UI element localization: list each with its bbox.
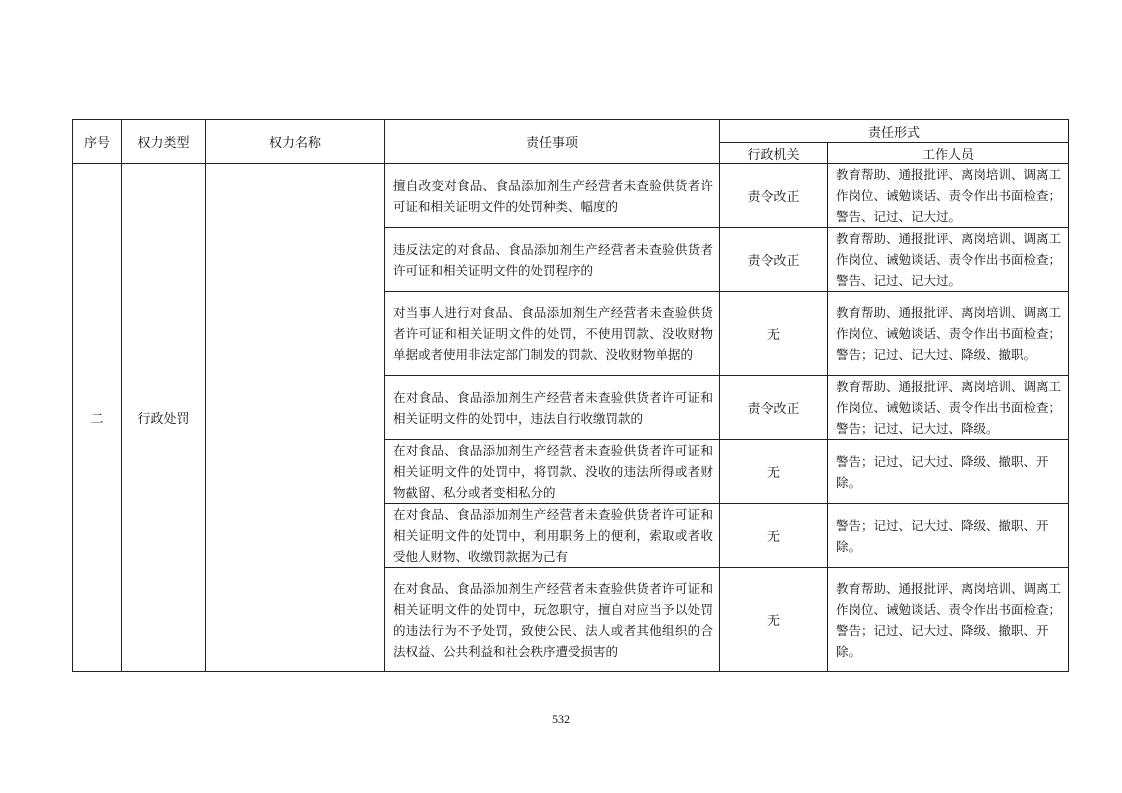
organ-cell: 责令改正: [720, 228, 828, 292]
header-admin-organ: 行政机关: [720, 143, 828, 164]
staff-cell: 教育帮助、通报批评、离岗培训、调离工作岗位、诫勉谈话、责令作出书面检查；警告、记过、记大过。: [828, 228, 1069, 292]
organ-cell: 无: [720, 292, 828, 376]
table-header: [73, 120, 1069, 164]
page-number: 532: [552, 712, 570, 726]
staff-cell: 教育帮助、通报批评、离岗培训、调离工作岗位、诫勉谈话、责令作出书面检查；警告；记过、记大过、降级。: [828, 376, 1069, 440]
organ-cell: 责令改正: [720, 376, 828, 440]
organ-cell: 责令改正: [720, 164, 828, 228]
power-type-cell: 行政处罚: [122, 164, 206, 672]
responsibility-table: [72, 119, 1069, 672]
header-duty-item: 责任事项: [385, 120, 720, 164]
duty-cell: 擅自改变对食品、食品添加剂生产经营者未查验供货者许可证和相关证明文件的处罚种类、幅度的: [385, 164, 720, 228]
duty-cell: 在对食品、食品添加剂生产经营者未查验供货者许可证和相关证明文件的处罚中，违法自行收缴罚款的: [385, 376, 720, 440]
staff-cell: 教育帮助、通报批评、离岗培训、调离工作岗位、诫勉谈话、责令作出书面检查；警告；记过、记大过、降级、撤职。: [828, 292, 1069, 376]
duty-cell: 违反法定的对食品、食品添加剂生产经营者未查验供货者许可证和相关证明文件的处罚程序的: [385, 228, 720, 292]
header-responsibility-form: 责任形式: [720, 120, 1069, 143]
organ-cell: 无: [720, 440, 828, 504]
header-power-type: 权力类型: [122, 120, 206, 164]
header-power-name: 权力名称: [206, 120, 385, 164]
organ-cell: 无: [720, 504, 828, 568]
staff-cell: 教育帮助、通报批评、离岗培训、调离工作岗位、诫勉谈话、责令作出书面检查；警告、记过、记大过。: [828, 164, 1069, 228]
header-seq: 序号: [73, 120, 122, 164]
organ-cell: 无: [720, 568, 828, 672]
power-name-cell: [206, 164, 385, 672]
duty-cell: 对当事人进行对食品、食品添加剂生产经营者未查验供货者许可证和相关证明文件的处罚，不使用罚款、没收财物单据或者使用非法定部门制发的罚款、没收财物单据的: [385, 292, 720, 376]
header-staff: 工作人员: [828, 143, 1069, 164]
duty-cell: 在对食品、食品添加剂生产经营者未查验供货者许可证和相关证明文件的处罚中，玩忽职守，擅自对应当予以处罚的违法行为不予处罚，致使公民、法人或者其他组织的合法权益、公共利益和社会秩序遭受损害的: [385, 568, 720, 672]
staff-cell: 教育帮助、通报批评、离岗培训、调离工作岗位、诫勉谈话、责令作出书面检查；警告；记过、记大过、降级、撤职、开除。: [828, 568, 1069, 672]
table-row: [73, 164, 1069, 228]
seq-cell: 二: [73, 164, 122, 672]
duty-cell: 在对食品、食品添加剂生产经营者未查验供货者许可证和相关证明文件的处罚中，将罚款、没收的违法所得或者财物截留、私分或者变相私分的: [385, 440, 720, 504]
duty-cell: 在对食品、食品添加剂生产经营者未查验供货者许可证和相关证明文件的处罚中，利用职务上的便利，索取或者收受他人财物、收缴罚款据为己有: [385, 504, 720, 568]
staff-cell: 警告；记过、记大过、降级、撤职、开除。: [828, 440, 1069, 504]
staff-cell: 警告；记过、记大过、降级、撤职、开除。: [828, 504, 1069, 568]
table-body: [73, 164, 1069, 672]
